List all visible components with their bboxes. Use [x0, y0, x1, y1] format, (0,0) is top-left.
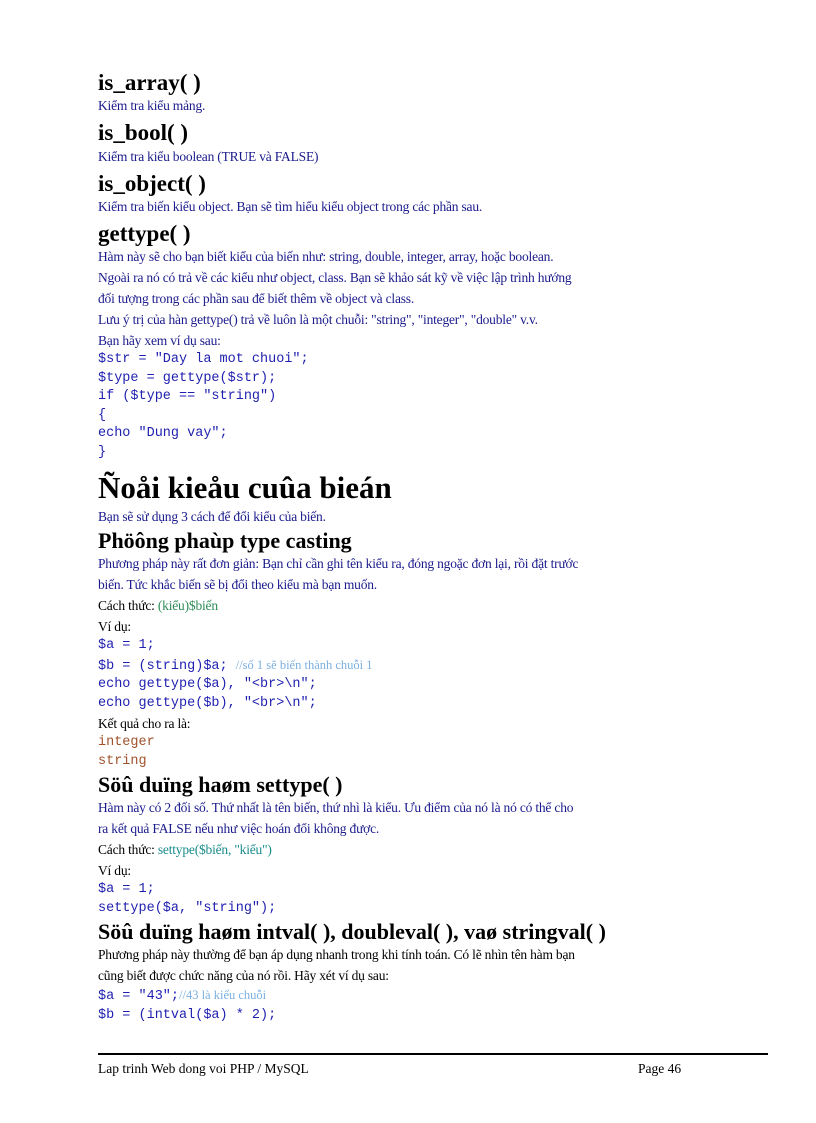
footer-title: Lap trinh Web dong voi PHP / MySQL — [98, 1061, 309, 1076]
code-text: $b = (string)$a; — [98, 658, 236, 674]
code-line: $b = (intval($a) * 2); — [98, 1007, 277, 1023]
settype-line: Hàm này có 2 đối số. Thứ nhất là tên biến, thứ nhì là kiểu. Ưu điểm của nó là nó có thể cho — [98, 800, 574, 816]
code-comment: //43 là kiểu chuỗi — [179, 988, 267, 1003]
desc-convert-type: Bạn sẽ sử dụng 3 cách để đổi kiểu của biến. — [98, 508, 326, 524]
intval-line: cũng biết được chức năng của nó rồi. Hãy xét ví dụ sau: — [98, 968, 389, 984]
heading-is-object: is_object( ) — [98, 170, 206, 196]
gettype-line: Ngoài ra nó có trả về các kiểu như object, class. Bạn sẽ khảo sát kỹ về việc lập trình hướng — [98, 270, 572, 286]
code-line: echo gettype($a), "<br>\n"; — [98, 677, 317, 693]
code-line: $a = 1; — [98, 882, 155, 898]
code-text: $a = "43"; — [98, 989, 180, 1005]
desc-is-array: Kiểm tra kiểu mảng. — [98, 98, 206, 114]
heading-intval: Söû duïng haøm intval( ), doubleval( ), vaø stringval( ) — [98, 919, 606, 945]
gettype-line: đối tượng trong các phần sau để biết thêm về object và class. — [98, 291, 415, 307]
heading-type-casting: Phöông phaùp type casting — [98, 527, 352, 553]
method-value: (kiểu)$biến — [157, 598, 218, 614]
heading-convert-type: Ñoåi kieåu cuûa bieán — [98, 470, 392, 506]
code-line-with-comment — [98, 986, 768, 1007]
method-label: Cách thức: — [98, 842, 158, 858]
heading-is-array: is_array( ) — [98, 70, 201, 95]
code-line: echo "Dung vay"; — [98, 426, 228, 442]
code-line: echo gettype($b), "<br>\n"; — [98, 695, 317, 711]
heading-is-bool: is_bool( ) — [98, 120, 189, 146]
heading-settype: Söû duïng haøm settype( ) — [98, 772, 343, 798]
casting-line: biến. Tức khắc biến sẽ bị đổi theo kiểu mà bạn muốn. — [98, 577, 377, 593]
page-footer — [98, 1053, 768, 1076]
result-line: integer — [98, 735, 155, 751]
gettype-line: Bạn hãy xem ví dụ sau: — [98, 333, 221, 349]
code-line: settype($a, "string"); — [98, 900, 277, 916]
result-label: Kết quả cho ra là: — [98, 716, 191, 732]
gettype-line: Hàm này sẽ cho bạn biết kiểu của biến như: string, double, integer, array, hoặc boolean. — [98, 249, 554, 265]
heading-gettype: gettype( ) — [98, 220, 191, 246]
settype-method — [98, 839, 768, 860]
intval-line: Phương pháp này thường để bạn áp dụng nhanh trong khi tính toán. Có lẽ nhìn tên hàm bạn — [98, 947, 575, 963]
code-line: if ($type == "string") — [98, 389, 277, 405]
desc-is-object: Kiểm tra biến kiểu object. Bạn sẽ tìm hiểu kiểu object trong các phần sau. — [98, 198, 483, 214]
document-page — [98, 66, 768, 1025]
code-line: } — [98, 444, 107, 460]
desc-is-bool: Kiểm tra kiểu boolean (TRUE và FALSE) — [98, 148, 319, 164]
casting-method — [98, 595, 768, 616]
casting-line: Phương pháp này rất đơn giản: Bạn chỉ cần ghi tên kiểu ra, đóng ngoặc đơn lại, rồi đặt trước — [98, 556, 579, 572]
code-line: $type = gettype($str); — [98, 370, 277, 386]
page-number: Page 46 — [638, 1061, 682, 1076]
settype-line: ra kết quả FALSE nếu như việc hoán đổi không được. — [98, 821, 380, 837]
casting-example-label: Ví dụ: — [98, 619, 131, 635]
code-line-with-comment — [98, 656, 768, 677]
result-line: string — [98, 753, 147, 769]
method-label: Cách thức: — [98, 598, 158, 614]
settype-example-label: Ví dụ: — [98, 863, 131, 879]
code-line: $a = 1; — [98, 638, 155, 654]
method-value: settype($biến, "kiểu") — [157, 842, 272, 858]
code-comment: //số 1 sẽ biến thành chuỗi 1 — [235, 657, 373, 672]
gettype-line: Lưu ý trị của hàn gettype() trả về luôn là một chuỗi: "string", "integer", "double" v.v. — [98, 312, 538, 328]
code-line: { — [98, 407, 107, 423]
code-line: $str = "Day la mot chuoi"; — [98, 352, 309, 368]
